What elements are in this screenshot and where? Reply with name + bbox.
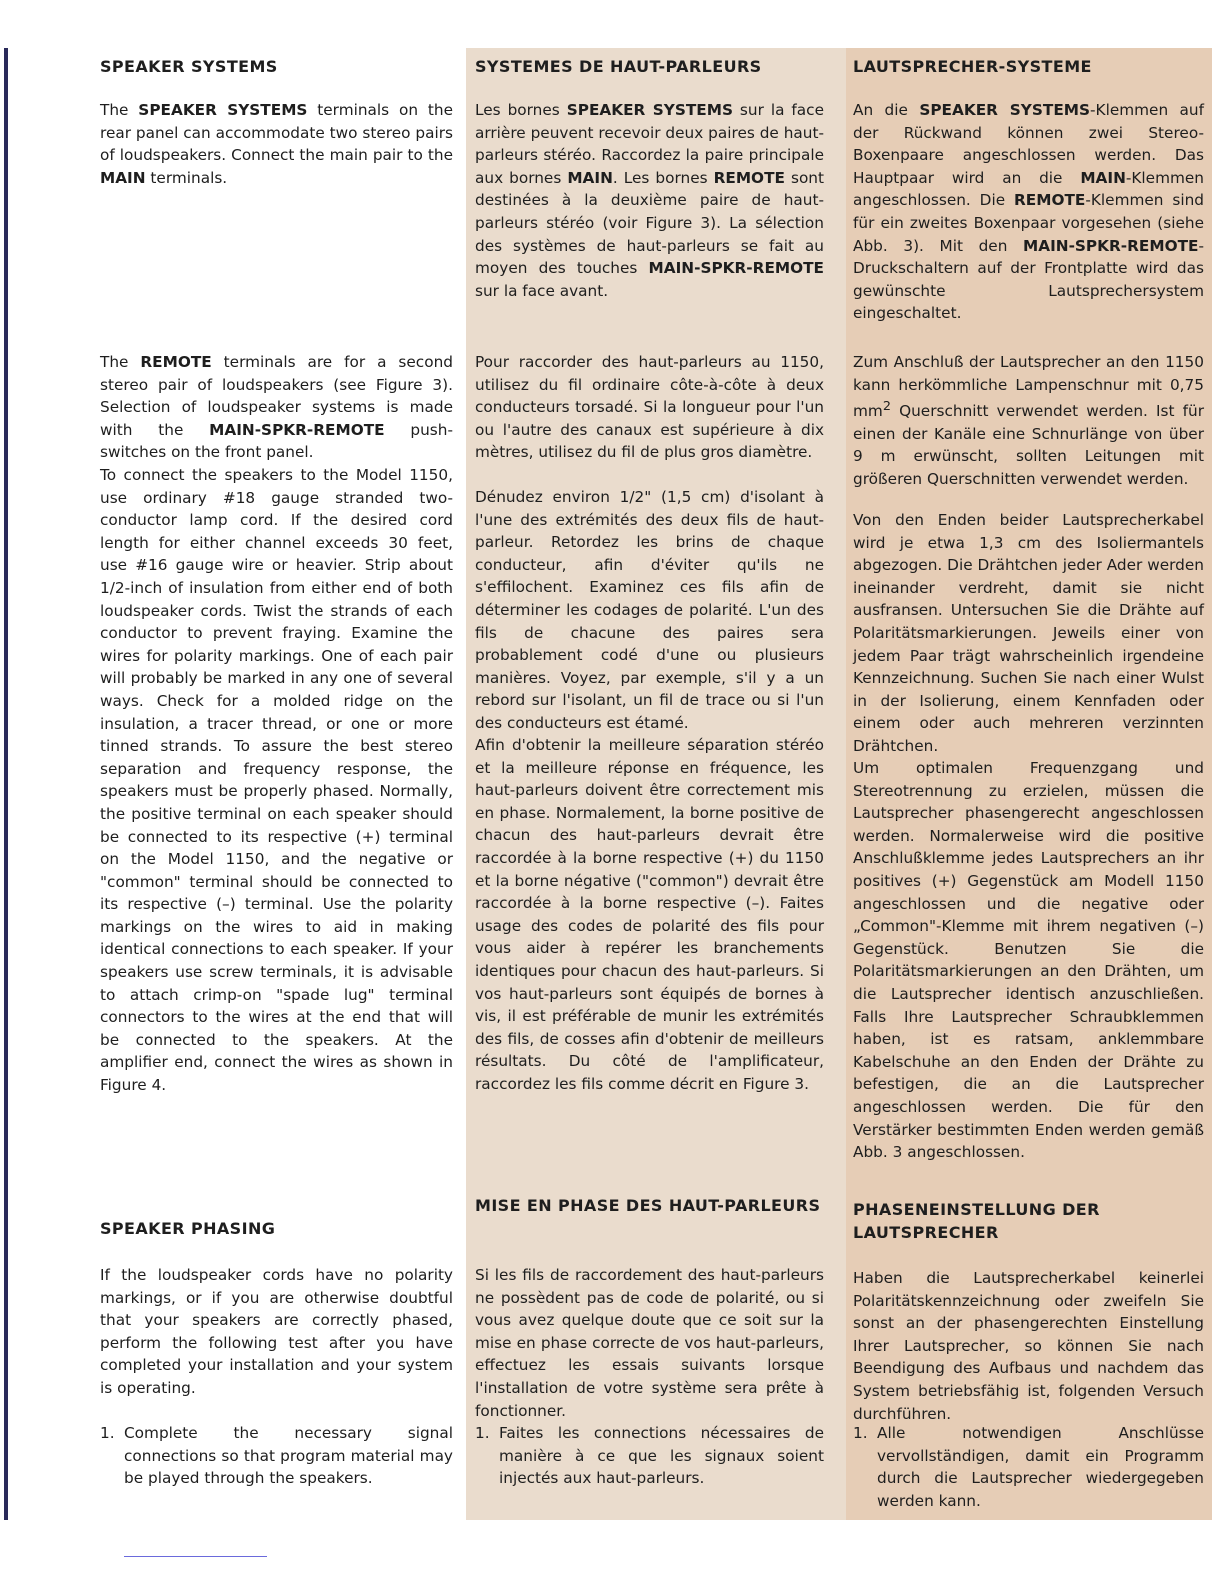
fr-phasing-paragraph: Si les fils de raccordement des haut-parleurs ne possèdent pas de code de polarité, ou si vous avez quelque doute que ce soit sur la mise en phase correcte de vos haut-parleurs, effectuez les essais suivants lorsque l'installation de votre système sera prête à fonctionner. bbox=[475, 1266, 824, 1420]
heading-systemes-haut-parleurs: SYSTEMES DE HAUT-PARLEURS bbox=[475, 57, 762, 76]
heading-speaker-phasing: SPEAKER PHASING bbox=[100, 1219, 276, 1238]
en-remote-paragraph: The REMOTE terminals are for a second stereo pair of loudspeakers (see Figure 3). Selection of loudspeaker systems is made with the MAIN-SPKR-REMOTE push-switches on the front panel. bbox=[100, 353, 453, 462]
heading-mise-en-phase: MISE EN PHASE DES HAUT-PARLEURS bbox=[475, 1196, 821, 1215]
heading-speaker-systems: SPEAKER SYSTEMS bbox=[100, 57, 278, 76]
german-column bbox=[846, 48, 1212, 1520]
de-phase-paragraph: Um optimalen Frequenzgang und Stereotrennung zu erzielen, müssen die Lautsprecher phasengerecht angeschlossen werden. Normalerweise wird die positive Anschlußklemme jedes Lautsprechers an ihr positives (+) Gegenstück am Modell 1150 angeschlossen und die negative oder „Common"-Klemme mit ihrem negativen (–) Gegenstück. Benutzen Sie die Polaritätsmarkierungen an den Drähten, um die Lautsprecher identisch anzuschließen. Falls Ihre Lautsprecher Schraubklemmen haben, ist es ratsam, anklemmbare Kabelschuhe an den Enden der Drähte zu befestigen, die an die Lautsprecher angeschlossen werden. Die für den Verstärker bestimmten Enden werden gemäß Abb. 3 angeschlossen. bbox=[853, 759, 1204, 1162]
en-connection-paragraph: To connect the speakers to the Model 1150, use ordinary #18 gauge stranded two-conductor lamp cord. If the desired cord length for either channel exceeds 30 feet, use #16 gauge wire or heavier. Strip about 1/2-inch of insulation from either end of both loudspeaker cords. Twist the strands of each conductor to prevent fraying. Examine the wires for polarity markings. One of each pair will probably be marked in any one of several ways. Check for a molded ridge on the insulation, a tracer thread, or one or more tinned strands. To assure the best stereo separation and frequency response, the speakers must be properly phased. Normally, the positive terminal on each speaker should be connected to its respective (+) terminal on the Model 1150, and the negative or "common" terminal should be connected to its respective (–) terminal. Use the polarity markings on the wires to aid in making identical connections to each speaker. If your speakers use screw terminals, it is advisable to attach crimp-on "spade lug" terminal connectors to the wires at the end that will be connected to the speakers. At the amplifier end, connect the wires as shown in Figure 4. bbox=[100, 466, 453, 1095]
heading-phaseneinstellung: PHASENEINSTELLUNG DER LAUTSPRECHER bbox=[853, 1200, 1100, 1242]
fr-phase-paragraph: Afin d'obtenir la meilleure séparation stéréo et la meilleure réponse en fréquence, les haut-parleurs doivent être correctement mis en phase. Normalement, la borne positive de chacun des haut-parleurs devrait être raccordée à la borne respective (+) du 1150 et la borne négative ("common") devrait être raccordée à la borne respective (–). Faites usage des codes de polarité des fils pour vous aider à repérer les branchements identiques pour chacun des haut-parleurs. Si vos haut-parleurs sont équipés de bornes à vis, il est préférable de munir les extrémités des fils, de cosses afin d'obtenir de meilleurs résultats. Du côté de l'amplificateur, raccordez les fils comme décrit en Figure 3. bbox=[475, 736, 824, 1093]
de-speaker-systems-paragraph: An die SPEAKER SYSTEMS-Klemmen auf der Rückwand können zwei Stereo-Boxenpaare angeschlossen werden. Das Hauptpaar wird an die MAIN-Klemmen angeschlossen. Die REMOTE-Klemmen sind für ein zweites Boxenpaar vorgesehen (siehe Abb. 3). Mit den MAIN-SPKR-REMOTE- Druckschaltern auf der Frontplatte wird das gewünschte Lautsprechersystem eingeschaltet. bbox=[853, 101, 1204, 323]
en-speaker-systems-paragraph: The SPEAKER SYSTEMS terminals on the rear panel can accommodate two stereo pairs of loudspeakers. Connect the main pair to the MAIN terminals. bbox=[100, 101, 453, 187]
de-phasing-paragraph: Haben die Lautsprecherkabel keinerlei Polaritätskennzeichnung oder zweifeln Sie sonst an der phasengerechten Einstellung Ihrer Lautsprecher, so können Sie nach Beendigung des Aufbaus und nachdem das System betriebsfähig ist, folgenden Versuch durchführen. bbox=[853, 1269, 1204, 1423]
de-step-1: 1. Alle notwendigen Anschlüsse vervollständigen, damit ein Programm durch die Lautsprecher wiedergegeben werden kann. bbox=[853, 1424, 1204, 1510]
french-column bbox=[466, 48, 846, 1520]
en-phasing-paragraph: If the loudspeaker cords have no polarity markings, or if you are otherwise doubtful that your speakers are correctly phased, perform the following test after you have completed your installation and your system is operating. bbox=[100, 1266, 453, 1397]
heading-lautsprecher-systeme: LAUTSPRECHER-SYSTEME bbox=[853, 57, 1092, 76]
de-anschluss-paragraph: Zum Anschluß der Lautsprecher an den 1150 kann herkömmliche Lampenschnur mit 0,75 $mm^2$ Querschnitt verwendet werden. Ist für einen der Kanäle eine Schnurlänge von über 9 m erwünscht, sollten Leitungen mit größeren Querschnitten verwendet werden. bbox=[853, 353, 1204, 489]
english-column bbox=[8, 48, 466, 1520]
en-step-1: 1. Complete the necessary signal connections so that program material may be played through the speakers. bbox=[100, 1424, 453, 1488]
de-isolier-paragraph: Von den Enden beider Lautsprecherkabel wird je etwa 1,3 cm des Isoliermantels abgezogen. Die Drähtchen jeder Ader werden ineinander verdreht, damit sie nicht ausfransen. Untersuchen Sie die Drähte auf Polaritätsmarkierungen. Jeweils einer von jedem Paar trägt wahrscheinlich irgendeine Kennzeichnung. Suchen Sie nach einer Wulst in der Isolierung, einem Kennfaden oder einem oder auch mehreren verzinnten Drähtchen. bbox=[853, 511, 1204, 755]
fr-step-1: 1. Faites les connections nécessaires de manière à ce que les signaux soient injectés aux haut-parleurs. bbox=[475, 1424, 824, 1488]
footer-rule bbox=[124, 1556, 267, 1557]
fr-speaker-systems-paragraph: Les bornes SPEAKER SYSTEMS sur la face arrière peuvent recevoir deux paires de haut-parleurs stéréo. Raccordez la paire principale aux bornes MAIN. Les bornes REMOTE sont destinées à la deuxième paire de haut-parleurs stéréo (voir Figure 3). La sélection des systèmes de haut-parleurs se fait au moyen des touches MAIN-SPKR-REMOTE sur la face avant. bbox=[475, 101, 824, 300]
fr-raccorder-paragraph: Pour raccorder des haut-parleurs au 1150, utilisez du fil ordinaire côte-à-côte à deux conducteurs torsadé. Si la longueur pour l'un ou l'autre des canaux est supérieure à dix mètres, utilisez du fil de plus gros diamètre. bbox=[475, 353, 824, 462]
fr-denudez-paragraph: Dénudez environ 1/2" (1,5 cm) d'isolant à l'une des extrémités des deux fils de haut-parleur. Retordez les brins de chaque conducteur, afin d'éviter qu'ils ne s'effilochent. Examinez ces fils afin de déterminer les codages de polarité. L'un des fils de chacune des paires sera probablement codé d'une ou plusieurs manières. Voyez, par exemple, s'il y a un rebord sur l'isolant, un fil de trace ou si l'un des conducteurs est étamé. bbox=[475, 488, 824, 732]
